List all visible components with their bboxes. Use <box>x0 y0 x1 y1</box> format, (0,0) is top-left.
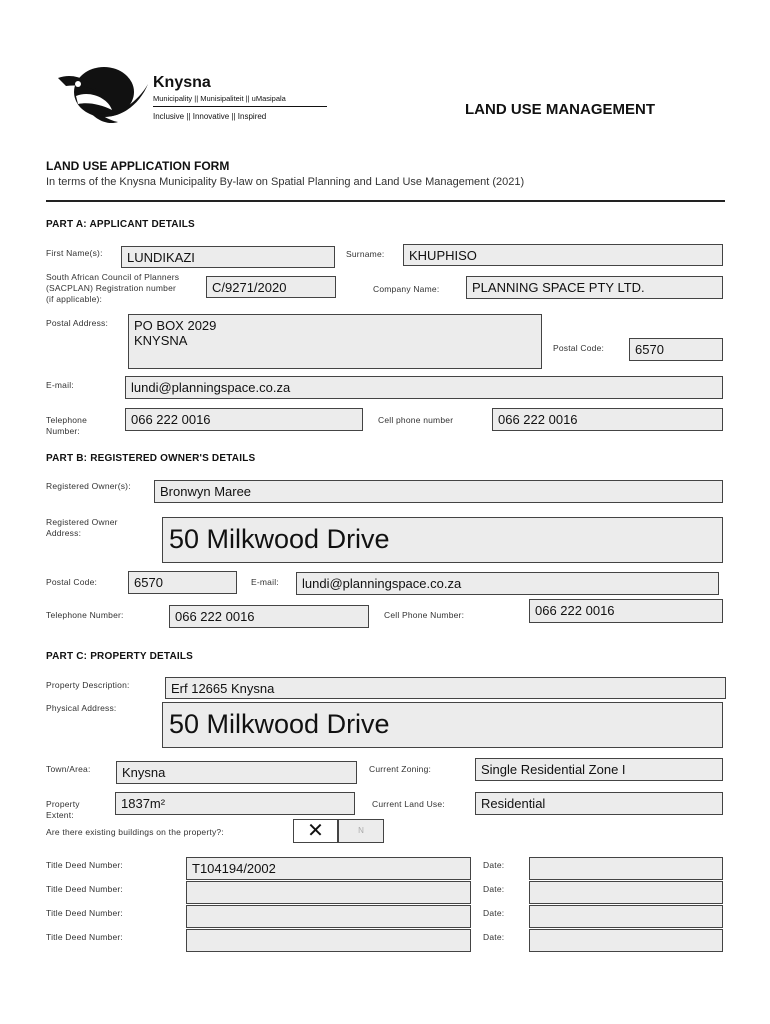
owner-telephone-label: Telephone Number: <box>46 610 124 620</box>
first-name-label: First Name(s): <box>46 248 103 258</box>
date-label-2: Date: <box>483 884 505 894</box>
property-description-label: Property Description: <box>46 680 130 690</box>
owner-address-field[interactable]: 50 Milkwood Drive <box>162 517 723 563</box>
extent-label-1: Property <box>46 799 80 809</box>
title-deed-label-1: Title Deed Number: <box>46 860 123 870</box>
sacplan-label-3: (if applicable): <box>46 294 103 304</box>
title-deed-field-2[interactable] <box>186 881 471 904</box>
land-use-label: Current Land Use: <box>372 799 445 809</box>
physical-address-label: Physical Address: <box>46 703 117 713</box>
sacplan-field[interactable]: C/9271/2020 <box>206 276 336 298</box>
buildings-yes-checkbox[interactable] <box>293 819 338 843</box>
title-deed-label-4: Title Deed Number: <box>46 932 123 942</box>
date-label-1: Date: <box>483 860 505 870</box>
sacplan-label-1: South African Council of Planners <box>46 272 180 282</box>
buildings-label: Are there existing buildings on the property?: <box>46 827 224 837</box>
owner-cell-label: Cell Phone Number: <box>384 610 465 620</box>
title-deed-field-1[interactable]: T104194/2002 <box>186 857 471 880</box>
postal-code-label: Postal Code: <box>553 343 605 353</box>
logo-subtitle: Municipality || Munisipaliteit || uMasipala <box>153 94 286 103</box>
header-divider <box>46 200 725 202</box>
land-use-field[interactable]: Residential <box>475 792 723 815</box>
owner-postal-code-field[interactable]: 6570 <box>128 571 237 594</box>
telephone-label-1: Telephone <box>46 415 88 425</box>
email-field[interactable]: lundi@planningspace.co.za <box>125 376 723 399</box>
owner-email-field[interactable]: lundi@planningspace.co.za <box>296 572 719 595</box>
buildings-no-label: N <box>358 826 364 835</box>
page-title: LAND USE MANAGEMENT <box>465 101 655 118</box>
date-field-3[interactable] <box>529 905 723 928</box>
buildings-no-checkbox[interactable] <box>338 819 384 843</box>
logo-divider <box>153 106 327 107</box>
date-field-2[interactable] <box>529 881 723 904</box>
zoning-label: Current Zoning: <box>369 764 432 774</box>
owner-address-label-2: Address: <box>46 528 82 538</box>
logo-tagline: Inclusive || Innovative || Inspired <box>153 112 267 121</box>
property-description-field[interactable]: Erf 12665 Knysna <box>165 677 726 699</box>
company-name-field[interactable]: PLANNING SPACE PTY LTD. <box>466 276 723 299</box>
title-deed-label-3: Title Deed Number: <box>46 908 123 918</box>
form-subtitle: In terms of the Knysna Municipality By-law on Spatial Planning and Land Use Management (2021) <box>46 176 525 188</box>
knysna-emblem-icon <box>56 62 151 130</box>
part-b-heading: PART B: REGISTERED OWNER'S DETAILS <box>46 453 256 464</box>
sacplan-label-2: (SACPLAN) Registration number <box>46 283 177 293</box>
telephone-label-2: Number: <box>46 426 80 436</box>
logo-brand: Knysna <box>153 74 211 91</box>
zoning-field[interactable]: Single Residential Zone I <box>475 758 723 781</box>
part-c-heading: PART C: PROPERTY DETAILS <box>46 651 194 662</box>
telephone-field[interactable]: 066 222 0016 <box>125 408 363 431</box>
owner-postal-code-label: Postal Code: <box>46 577 98 587</box>
title-deed-field-3[interactable] <box>186 905 471 928</box>
date-field-4[interactable] <box>529 929 723 952</box>
cell-field[interactable]: 066 222 0016 <box>492 408 723 431</box>
extent-label-2: Extent: <box>46 810 74 820</box>
part-a-heading: PART A: APPLICANT DETAILS <box>46 219 195 230</box>
surname-label: Surname: <box>346 249 385 259</box>
cross-icon: ✕ <box>307 820 324 842</box>
date-label-4: Date: <box>483 932 505 942</box>
form-title: LAND USE APPLICATION FORM <box>46 159 230 173</box>
owner-cell-field[interactable]: 066 222 0016 <box>529 599 723 623</box>
date-field-1[interactable] <box>529 857 723 880</box>
surname-field[interactable]: KHUPHISO <box>403 244 723 266</box>
title-deed-field-4[interactable] <box>186 929 471 952</box>
company-name-label: Company Name: <box>373 284 440 294</box>
date-label-3: Date: <box>483 908 505 918</box>
owner-label: Registered Owner(s): <box>46 481 131 491</box>
first-name-field[interactable]: LUNDIKAZI <box>121 246 335 268</box>
physical-address-field[interactable]: 50 Milkwood Drive <box>162 702 723 748</box>
owner-email-label: E-mail: <box>251 577 279 587</box>
logo <box>56 62 336 132</box>
town-label: Town/Area: <box>46 764 91 774</box>
town-field[interactable]: Knysna <box>116 761 357 784</box>
owner-field[interactable]: Bronwyn Maree <box>154 480 723 503</box>
postal-code-field[interactable]: 6570 <box>629 338 723 361</box>
owner-address-label-1: Registered Owner <box>46 517 118 527</box>
postal-address-label: Postal Address: <box>46 318 109 328</box>
title-deed-label-2: Title Deed Number: <box>46 884 123 894</box>
owner-telephone-field[interactable]: 066 222 0016 <box>169 605 369 628</box>
postal-address-field[interactable]: PO BOX 2029 KNYSNA <box>128 314 542 369</box>
extent-field[interactable]: 1837m² <box>115 792 355 815</box>
cell-label: Cell phone number <box>378 415 454 425</box>
email-label: E-mail: <box>46 380 74 390</box>
